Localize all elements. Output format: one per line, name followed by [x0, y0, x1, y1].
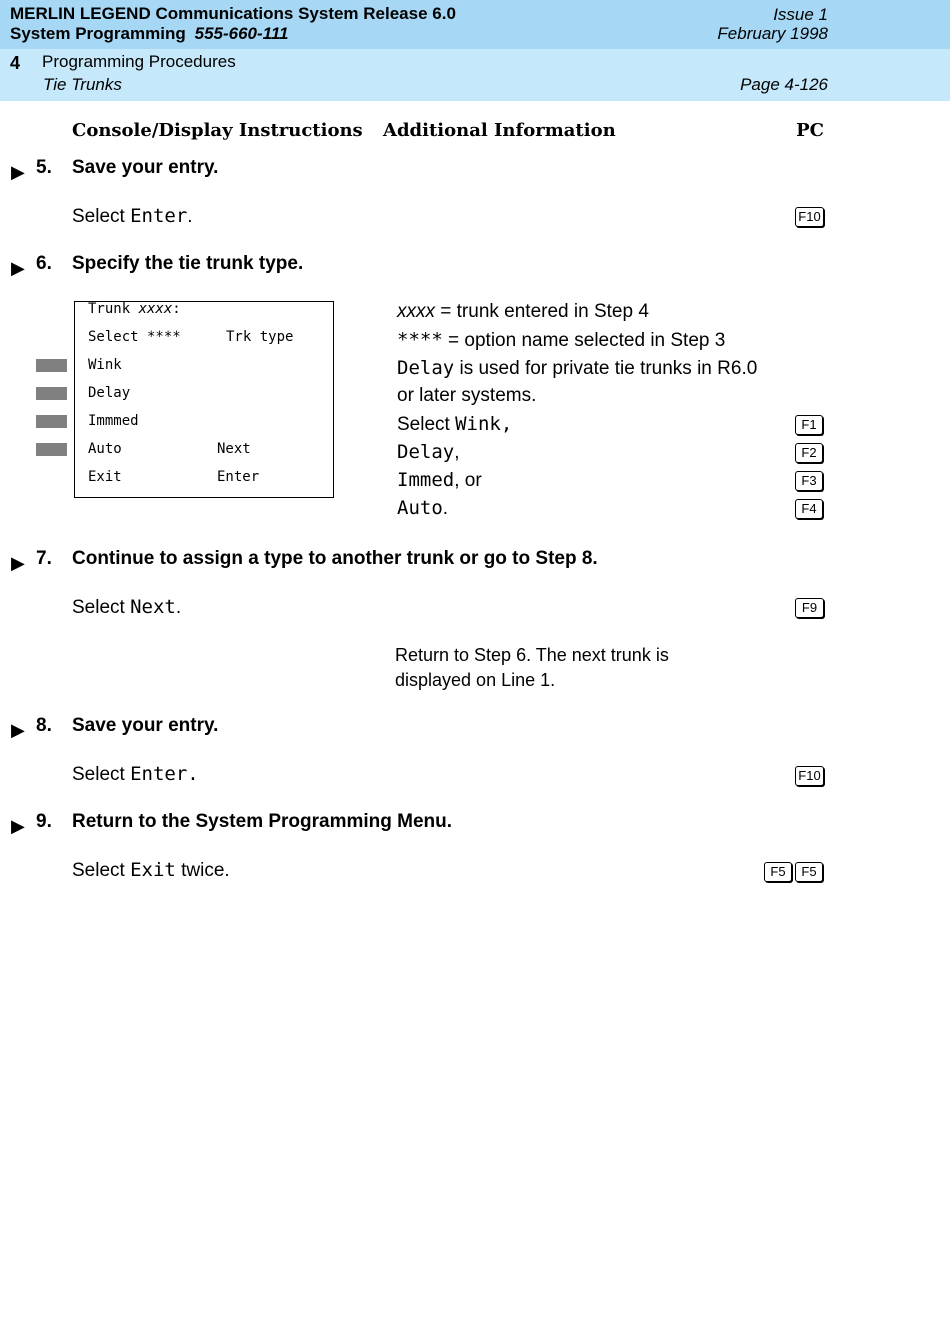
option-code: Enter	[130, 205, 188, 227]
instruction-suffix: .	[187, 206, 193, 227]
info-line	[397, 441, 459, 464]
instruction-text: Select	[72, 860, 131, 881]
triangle-right-icon: ▶	[11, 720, 25, 740]
document-title: MERLIN LEGEND Communications System Release 6.0	[10, 4, 456, 23]
option-code: Auto	[397, 497, 443, 519]
issue-date: February 1998	[717, 24, 828, 43]
softkey-bar-icon	[36, 415, 67, 428]
pc-key-f10[interactable]: F10	[795, 207, 824, 227]
pc-key-f10[interactable]: F10	[795, 766, 824, 786]
info-variable: ****	[397, 329, 443, 351]
pc-key-f5[interactable]: F5	[795, 862, 823, 882]
instruction-suffix: .	[175, 597, 182, 618]
display-option-immed[interactable]: Immmed	[88, 413, 139, 429]
option-code: Wink,	[455, 413, 513, 435]
triangle-right-icon: ▶	[11, 816, 25, 836]
triangle-right-icon: ▶	[11, 553, 25, 573]
step-number: 5.	[36, 157, 52, 178]
display-line-2-left: Select ****	[88, 329, 181, 345]
pc-key-f2[interactable]: F2	[795, 443, 823, 463]
info-line	[397, 469, 482, 492]
display-variable: xxxx	[138, 301, 173, 317]
info-text: ,	[454, 442, 460, 463]
pc-key-f5[interactable]: F5	[764, 862, 792, 882]
column-heading-pc: PC	[796, 120, 824, 141]
info-line	[397, 329, 725, 352]
chapter-number: 4	[10, 53, 21, 73]
document-subtitle	[10, 24, 289, 44]
instruction-suffix: twice.	[175, 860, 230, 881]
display-option-delay[interactable]: Delay	[88, 385, 131, 401]
option-code: Delay	[397, 357, 455, 379]
instruction-text: Select	[72, 597, 131, 618]
triangle-right-icon: ▶	[11, 162, 25, 182]
display-option-exit[interactable]: Exit	[88, 469, 122, 485]
step-instruction	[72, 596, 181, 619]
info-text: is used for private tie trunks in R6.0	[454, 358, 758, 379]
display-option-auto[interactable]: Auto	[88, 441, 122, 457]
pc-key-f9[interactable]: F9	[795, 598, 824, 618]
step-title: Return to the System Programming Menu.	[72, 811, 453, 832]
step-instruction	[72, 205, 193, 228]
doc-number: 555-660-111	[194, 24, 289, 43]
info-text: .	[442, 498, 449, 519]
info-text: Select	[397, 414, 456, 435]
display-option-enter[interactable]: Enter	[217, 469, 260, 485]
info-variable: xxxx	[397, 301, 435, 322]
step-note: Return to Step 6. The next trunk is	[395, 645, 669, 665]
chapter-title: Programming Procedures	[42, 52, 236, 71]
option-code: Next	[130, 596, 176, 618]
step-number: 7.	[36, 548, 52, 569]
softkey-bar-icon	[36, 359, 67, 372]
step-number: 9.	[36, 811, 52, 832]
display-line-1	[88, 300, 181, 318]
info-line: or later systems.	[397, 385, 537, 406]
info-line	[397, 357, 757, 380]
step-note: displayed on Line 1.	[395, 670, 556, 690]
page-number: Page 4-126	[740, 75, 828, 94]
info-line	[397, 497, 448, 520]
step-number: 8.	[36, 715, 52, 736]
option-code: Immed	[397, 469, 455, 491]
softkey-bar-icon	[36, 443, 67, 456]
issue-label: Issue 1	[773, 5, 828, 24]
pc-key-f1[interactable]: F1	[795, 415, 823, 435]
option-code: Exit	[130, 859, 176, 881]
pc-key-f3[interactable]: F3	[795, 471, 823, 491]
softkey-bar-icon	[36, 387, 67, 400]
info-text: = trunk entered in Step 4	[435, 301, 649, 322]
info-text: = option name selected in Step 3	[442, 330, 726, 351]
step-title: Save your entry.	[72, 715, 219, 736]
display-option-next[interactable]: Next	[217, 441, 251, 457]
info-line	[397, 301, 649, 323]
info-text: , or	[454, 470, 482, 491]
display-option-wink[interactable]: Wink	[88, 357, 122, 373]
step-instruction	[72, 859, 230, 882]
step-title: Save your entry.	[72, 157, 219, 178]
info-line	[397, 413, 512, 436]
triangle-right-icon: ▶	[11, 258, 25, 278]
step-number: 6.	[36, 253, 52, 274]
display-line-2-right: Trk type	[226, 329, 294, 345]
instruction-text: Select	[72, 206, 131, 227]
option-code: Delay	[397, 441, 455, 463]
column-heading-console: Console/Display Instructions	[72, 120, 363, 141]
display-colon: :	[172, 301, 181, 317]
display-label: Trunk	[88, 301, 139, 317]
step-instruction	[72, 763, 199, 786]
step-title: Specify the tie trunk type.	[72, 253, 304, 274]
instruction-text: Select	[72, 764, 131, 785]
option-code: Enter.	[130, 763, 199, 785]
pc-key-f4[interactable]: F4	[795, 499, 823, 519]
column-heading-info: Additional Information	[383, 120, 616, 141]
subtitle-label: System Programming	[10, 24, 186, 43]
section-title: Tie Trunks	[43, 75, 122, 94]
step-title: Continue to assign a type to another trunk or go to Step 8.	[72, 548, 598, 569]
